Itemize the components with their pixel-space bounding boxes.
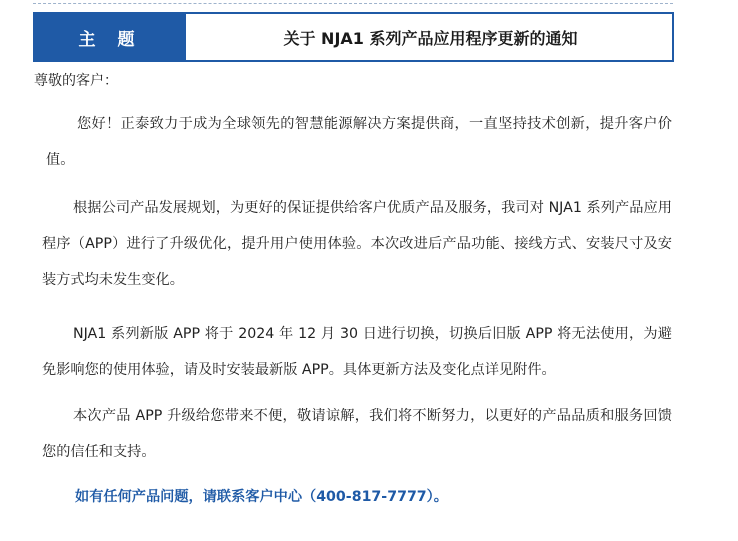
paragraph-apology: 本次产品 APP 升级给您带来不便，敬请谅解，我们将不断努力，以更好的产品品质和服务回馈您的信任和支持。: [42, 408, 672, 460]
paragraph-intro: 您好！正泰致力于成为全球领先的智慧能源解决方案提供商，一直坚持技术创新，提升客户价值。: [46, 116, 672, 168]
notice-title: 关于 NJA1 系列产品应用程序更新的通知: [283, 28, 578, 48]
greeting: 尊敬的客户：: [34, 73, 118, 89]
paragraph-upgrade: 根据公司产品发展规划，为更好的保证提供给客户优质产品及服务，我司对 NJA1 系列产品应用程序（APP）进行了升级优化，提升用户使用体验。本次改进后产品功能、接线方式、安装尺寸及安装方式均未发生变化。: [42, 200, 672, 288]
paragraph-switch-date: NJA1 系列新版 APP 将于 2024 年 12 月 30 日进行切换，切换后旧版 APP 将无法使用，为避免影响您的使用体验，请及时安装最新版 APP。具体更新方法及变化点详见附件。: [42, 326, 672, 378]
contact-line: 如有任何产品问题，请联系客户中心（400-817-7777）。: [75, 489, 448, 505]
subject-label: 主 题: [35, 14, 189, 60]
top-divider: [33, 3, 673, 4]
notice-header: [33, 12, 674, 62]
